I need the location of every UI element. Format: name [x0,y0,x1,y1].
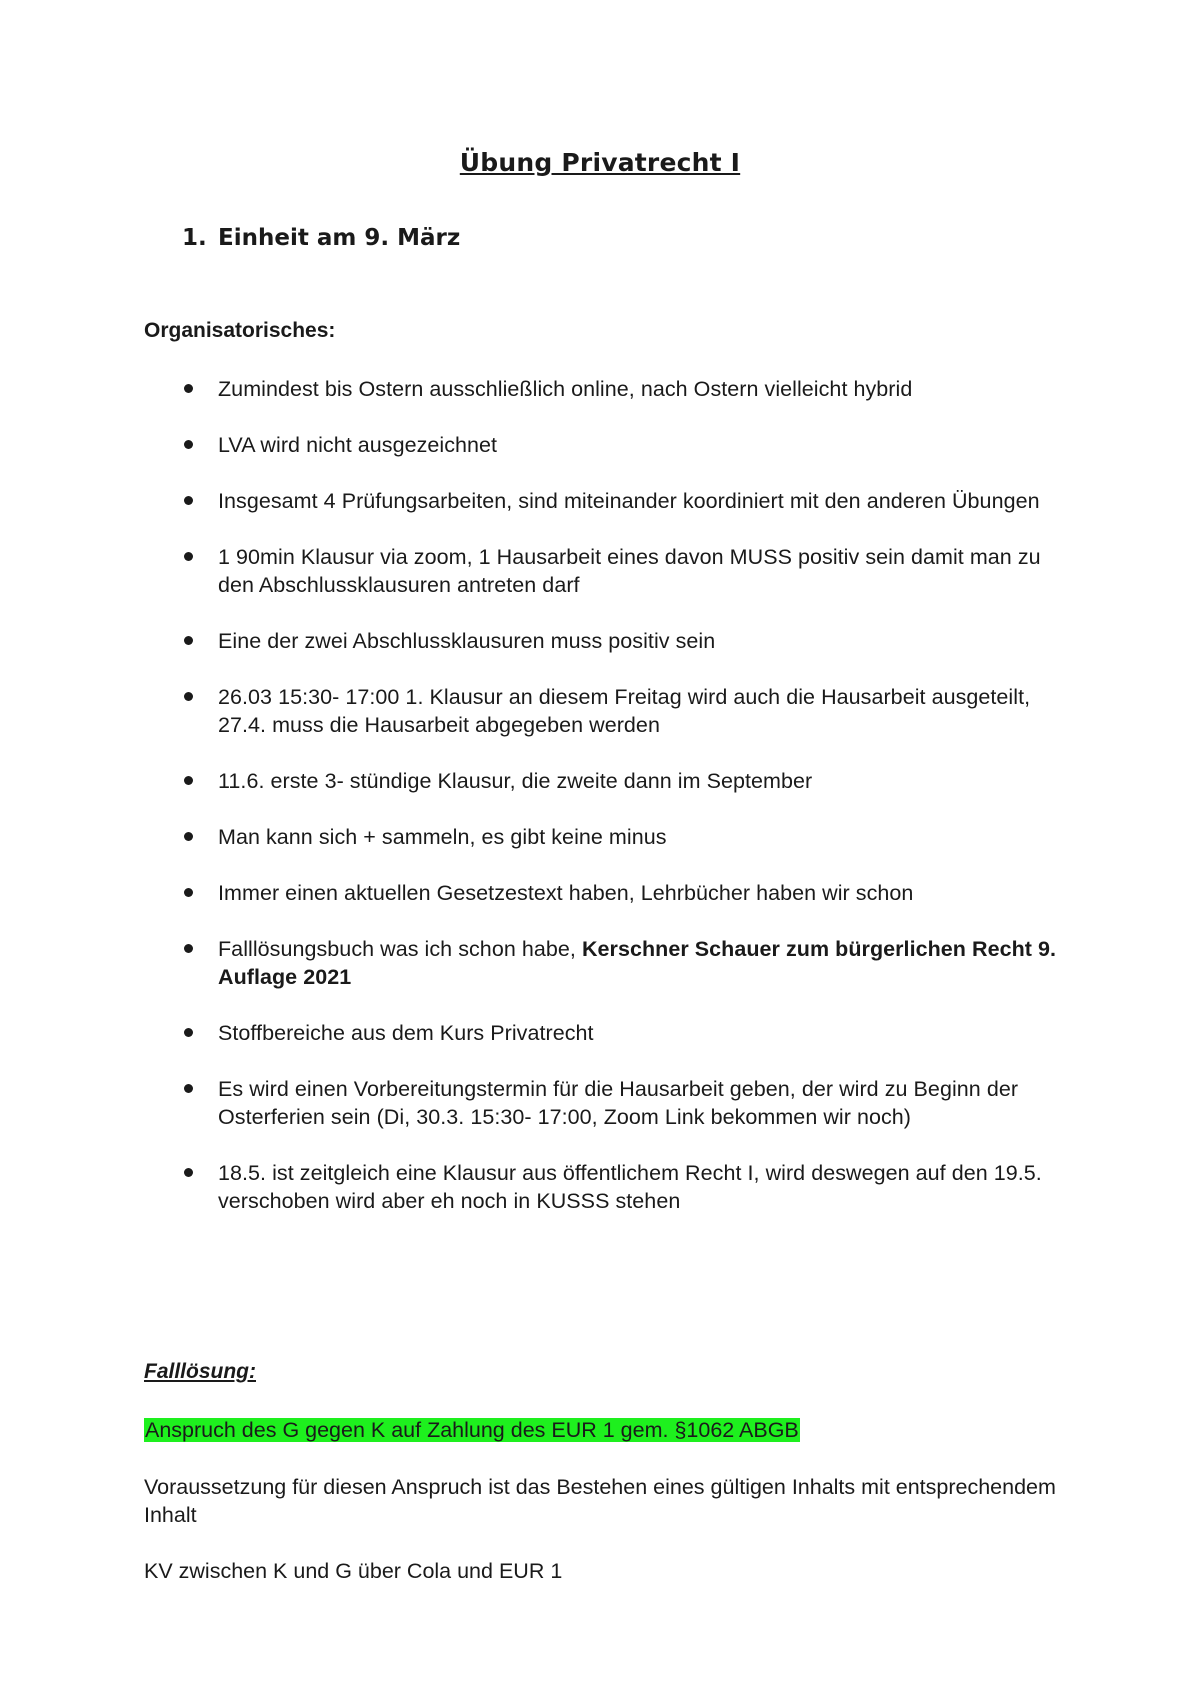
paragraph-voraussetzung: Voraussetzung für diesen Anspruch ist das Bestehen eines gültigen Inhalts mit entsprechendem Inhalt [144,1475,1056,1527]
bullet-icon [184,1028,193,1037]
bullet-icon [184,496,193,505]
list-item-text: Immer einen aktuellen Gesetzestext haben, Lehrbücher haben wir schon [218,881,914,905]
bullet-icon [184,944,193,953]
list-item-text: Es wird einen Vorbereitungstermin für die Hausarbeit geben, der wird zu Beginn der Osterferien sein (Di, 30.3. 15:30- 17:00, Zoom Link bekommen wir noch) [218,1077,1019,1129]
list-item-text: 11.6. erste 3- stündige Klausur, die zweite dann im September [218,769,813,793]
bullet-icon [184,440,193,449]
list-item-text: Eine der zwei Abschlussklausuren muss positiv sein [218,629,716,653]
list-item [144,487,1074,515]
list-item-text: Zumindest bis Ostern ausschließlich online, nach Ostern vielleicht hybrid [218,377,913,401]
list-item-text: 18.5. ist zeitgleich eine Klausur aus öffentlichem Recht I, wird deswegen auf den 19.5. verschoben wird aber eh noch in KUSSS stehen [218,1161,1042,1213]
document-title: Übung Privatrecht I [459,148,741,177]
highlighted-claim [144,1416,800,1444]
bullet-icon [184,888,193,897]
unit-text: Einheit am 9. März [218,225,461,251]
bullet-icon [184,776,193,785]
bullet-icon [184,384,193,393]
falllosung-label: Falllösung: [144,1360,256,1383]
list-item [144,1159,1074,1215]
bullet-icon [184,552,193,561]
bullet-icon [184,1168,193,1177]
list-item [144,431,1074,459]
list-item-text: Falllösungsbuch was ich schon habe, [218,937,582,961]
bullet-icon [184,636,193,645]
book-title: Kerschner Schauer zum bürgerlichen Recht 9. Auflage 2021 [218,937,1057,989]
list-item [144,1075,1074,1131]
list-item-text: Stoffbereiche aus dem Kurs Privatrecht [218,1021,594,1045]
organisatorisches-label: Organisatorisches: [144,319,336,342]
bullet-icon [184,1084,193,1093]
highlighted-claim-text: Anspruch des G gegen K auf Zahlung des EUR 1 gem. §1062 ABGB [145,1418,799,1442]
bullet-icon [184,832,193,841]
list-item [144,823,1074,851]
list-item [144,683,1074,739]
list-item-text: LVA wird nicht ausgezeichnet [218,433,498,457]
list-item [144,879,1074,907]
list-item-text: 26.03 15:30- 17:00 1. Klausur an diesem Freitag wird auch die Hausarbeit ausgeteilt, 27.4. muss die Hausarbeit abgegeben werden [218,685,1031,737]
unit-heading [182,225,460,251]
list-item [144,935,1074,991]
bullet-icon [184,692,193,701]
unit-number: 1. [182,225,207,251]
list-item-text: Insgesamt 4 Prüfungsarbeiten, sind miteinander koordiniert mit den anderen Übungen [218,489,1040,513]
list-item [144,375,1074,403]
organisatorisches-list [144,375,1074,1243]
list-item [144,767,1074,795]
list-item [144,627,1074,655]
list-item [144,1019,1074,1047]
paragraph-kaufvertrag: KV zwischen K und G über Cola und EUR 1 [144,1559,563,1583]
list-item [144,543,1074,599]
list-item-text: Man kann sich + sammeln, es gibt keine minus [218,825,667,849]
list-item-text: 1 90min Klausur via zoom, 1 Hausarbeit eines davon MUSS positiv sein damit man zu den Abschlussklausuren antreten darf [218,545,1041,597]
